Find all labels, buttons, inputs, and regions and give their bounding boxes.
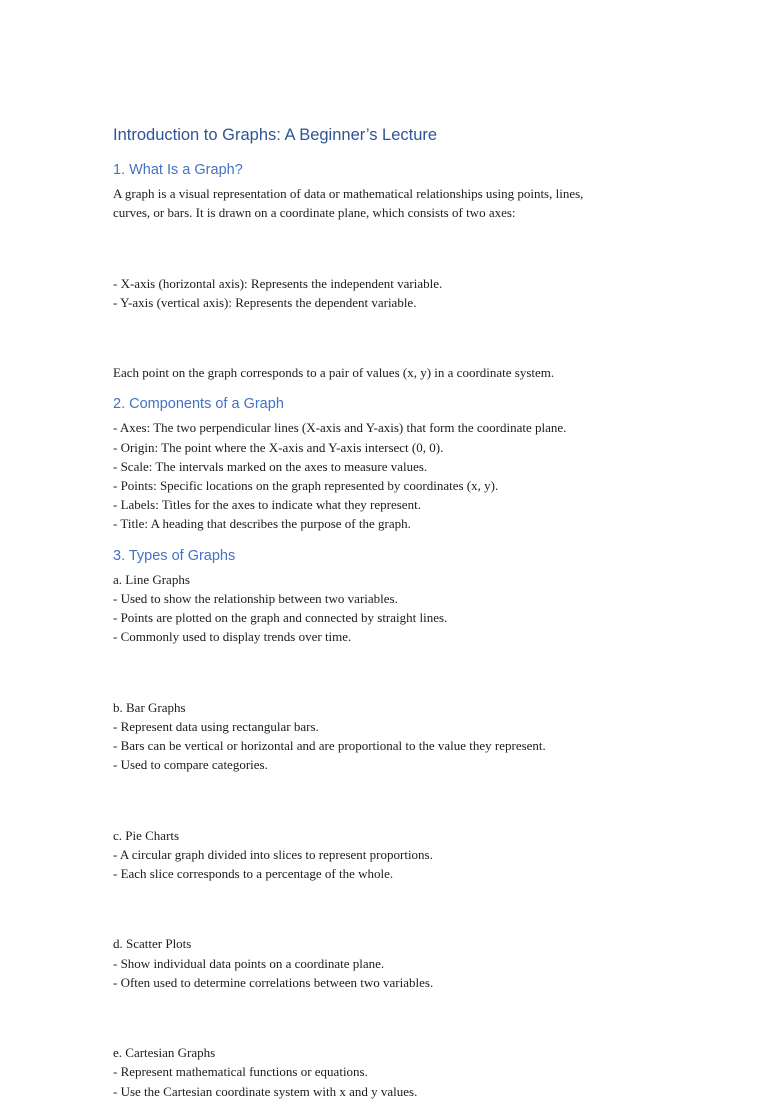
document-title: Introduction to Graphs: A Beginner’s Lecture [113, 126, 438, 144]
bullet-line: - Represent data using rectangular bars. [113, 718, 319, 734]
bullet-line: - Used to compare categories. [113, 757, 268, 773]
paragraph-line: Each point on the graph corresponds to a pair of values (x, y) in a coordinate system. [113, 365, 555, 381]
section [113, 546, 673, 1101]
sections-container [113, 160, 673, 1101]
bullet-line: - Labels: Titles for the axes to indicate what they represent. [113, 497, 421, 513]
bullet-line: - Scale: The intervals marked on the axes to measure values. [113, 458, 428, 474]
bullet-line: - Points: Specific locations on the graph represented by coordinates (x, y). [113, 478, 499, 493]
blank-line [113, 238, 673, 257]
blank-line [113, 1008, 673, 1027]
blank-line [113, 899, 673, 918]
bullet-line: - X-axis (horizontal axis): Represents the independent variable. [113, 275, 443, 291]
bullet-line: - Use the Cartesian coordinate system with x and y values. [113, 1083, 418, 1099]
bullet-line: - Often used to determine correlations between two variables. [113, 974, 434, 990]
section [113, 160, 673, 382]
blank-line [113, 790, 673, 809]
paragraph-line: e. Cartesian Graphs [113, 1045, 216, 1061]
bullet-line: - Axes: The two perpendicular lines (X-axis and Y-axis) that form the coordinate plane. [113, 420, 567, 436]
bullet-line: - Bars can be vertical or horizontal and are proportional to the value they represent. [113, 738, 546, 754]
bullet-line: - Show individual data points on a coordinate plane. [113, 955, 385, 971]
section-heading: 2. Components of a Graph [113, 396, 284, 413]
bullet-line: - A circular graph divided into slices to represent proportions. [113, 846, 433, 862]
paragraph-line: c. Pie Charts [113, 827, 180, 843]
section-heading: 3. Types of Graphs [113, 547, 236, 564]
paragraph-line: b. Bar Graphs [113, 699, 186, 715]
document-content [113, 124, 673, 1101]
bullet-line: - Used to show the relationship between two variables. [113, 590, 398, 606]
bullet-line: - Y-axis (vertical axis): Represents the dependent variable. [113, 294, 417, 310]
bullet-line: - Title: A heading that describes the purpose of the graph. [113, 516, 411, 532]
section-heading: 1. What Is a Graph? [113, 162, 243, 178]
blank-line [113, 662, 673, 681]
bullet-line: - Origin: The point where the X-axis and Y-axis intersect (0, 0). [113, 439, 444, 455]
blank-line [113, 328, 673, 347]
paragraph-line: curves, or bars. It is drawn on a coordinate plane, which consists of two axes: [113, 205, 516, 221]
bullet-line: - Each slice corresponds to a percentage of the whole. [113, 866, 394, 882]
paragraph-line: A graph is a visual representation of data or mathematical relationships using points, lines, [113, 186, 584, 201]
bullet-line: - Commonly used to display trends over time. [113, 629, 352, 645]
paragraph-line: d. Scatter Plots [113, 936, 192, 952]
bullet-line: - Represent mathematical functions or equations. [113, 1064, 368, 1080]
bullet-line: - Points are plotted on the graph and connected by straight lines. [113, 610, 448, 626]
section [113, 394, 673, 533]
paragraph-line: a. Line Graphs [113, 571, 190, 587]
